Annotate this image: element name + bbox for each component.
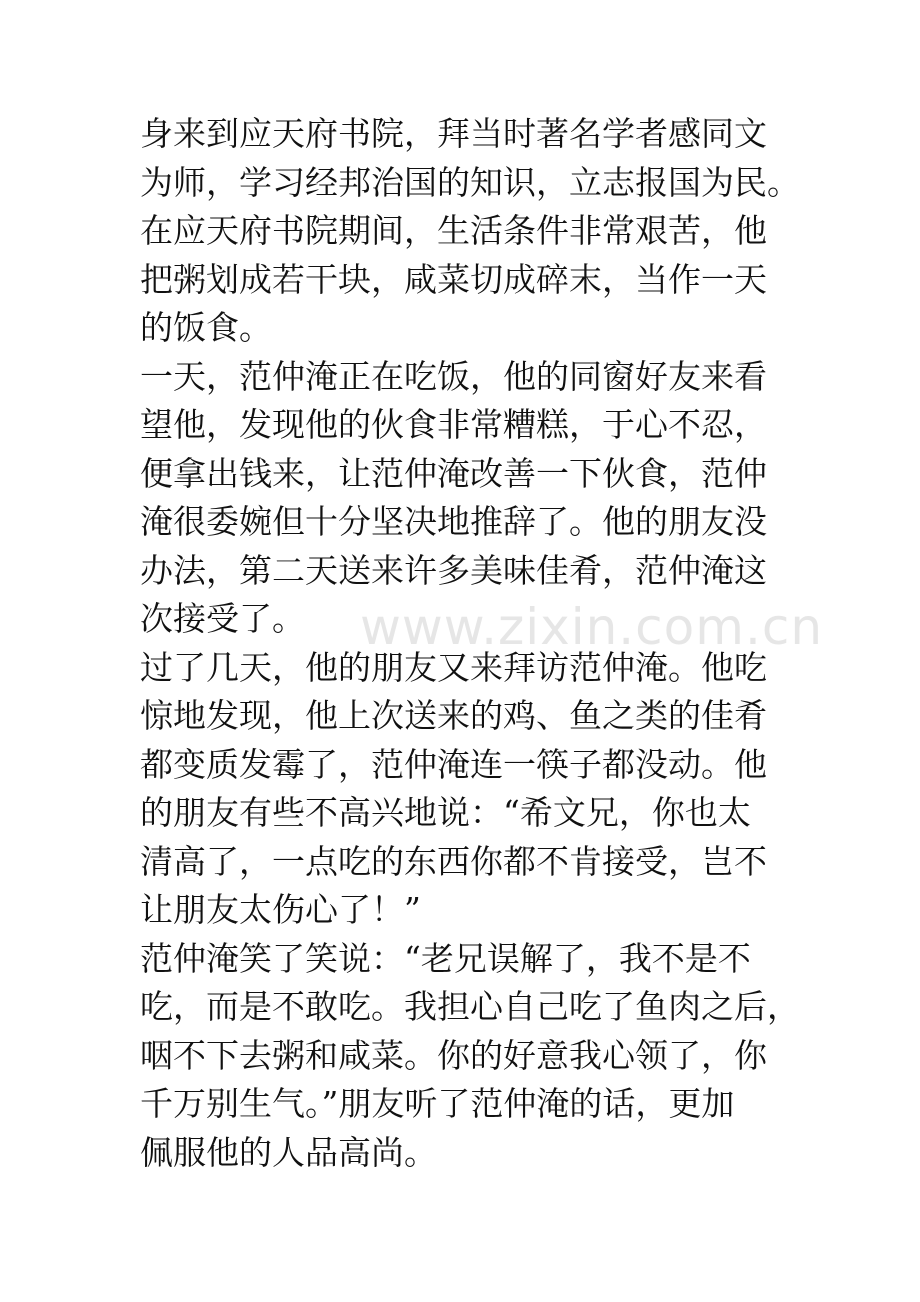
body-text <box>140 110 800 1177</box>
text-line: 在应天府书院期间，生活条件非常艰苦，他 <box>140 211 767 250</box>
text-line: 便拿出钱来，让范仲淹改善一下伙食，范仲 <box>140 453 767 493</box>
text-line: 身来到应天府书院，拜当时著名学者感同文 <box>140 114 767 153</box>
text-line: 的朋友有些不高兴地说：“希文兄，你也太 <box>140 793 751 832</box>
text-line: 咽不下去粥和咸菜。你的好意我心领了，你 <box>140 1035 767 1075</box>
text-line: 次接受了。 <box>140 599 305 638</box>
text-line: 过了几天，他的朋友又来拜访范仲淹。他吃 <box>140 647 767 687</box>
text-line: 望他，发现他的伙食非常糟糕，于心不忍， <box>140 405 767 444</box>
text-line: 清高了，一点吃的东西你都不肯接受，岂不 <box>140 841 767 881</box>
text-line: 把粥划成若干块，咸菜切成碎末，当作一天 <box>140 259 767 299</box>
text-line: 惊地发现，他上次送来的鸡、鱼之类的佳肴 <box>140 696 767 735</box>
watermark: www.zixin.com.cn <box>360 598 824 656</box>
text-line: 吃，而是不敢吃。我担心自己吃了鱼肉之后， <box>140 987 800 1026</box>
text-line: 淹很委婉但十分坚决地推辞了。他的朋友没 <box>140 502 767 541</box>
text-line: 让朋友太伤心了！” <box>140 890 421 929</box>
text-line: 一天，范仲淹正在吃饭，他的同窗好友来看 <box>140 356 767 396</box>
text-line: 佩服他的人品高尚。 <box>140 1132 437 1172</box>
text-line: 办法，第二天送来许多美味佳肴，范仲淹这 <box>140 550 767 590</box>
text-line: 千万别生气。”朋友听了范仲淹的话，更加 <box>140 1084 735 1123</box>
text-line: 为师，学习经邦治国的知识，立志报国为民。 <box>140 162 800 202</box>
text-line: 的饭食。 <box>140 308 272 347</box>
text-line: 都变质发霉了，范仲淹连一筷子都没动。他 <box>140 744 767 784</box>
text-line: 范仲淹笑了笑说：“老兄误解了，我不是不 <box>140 938 751 978</box>
